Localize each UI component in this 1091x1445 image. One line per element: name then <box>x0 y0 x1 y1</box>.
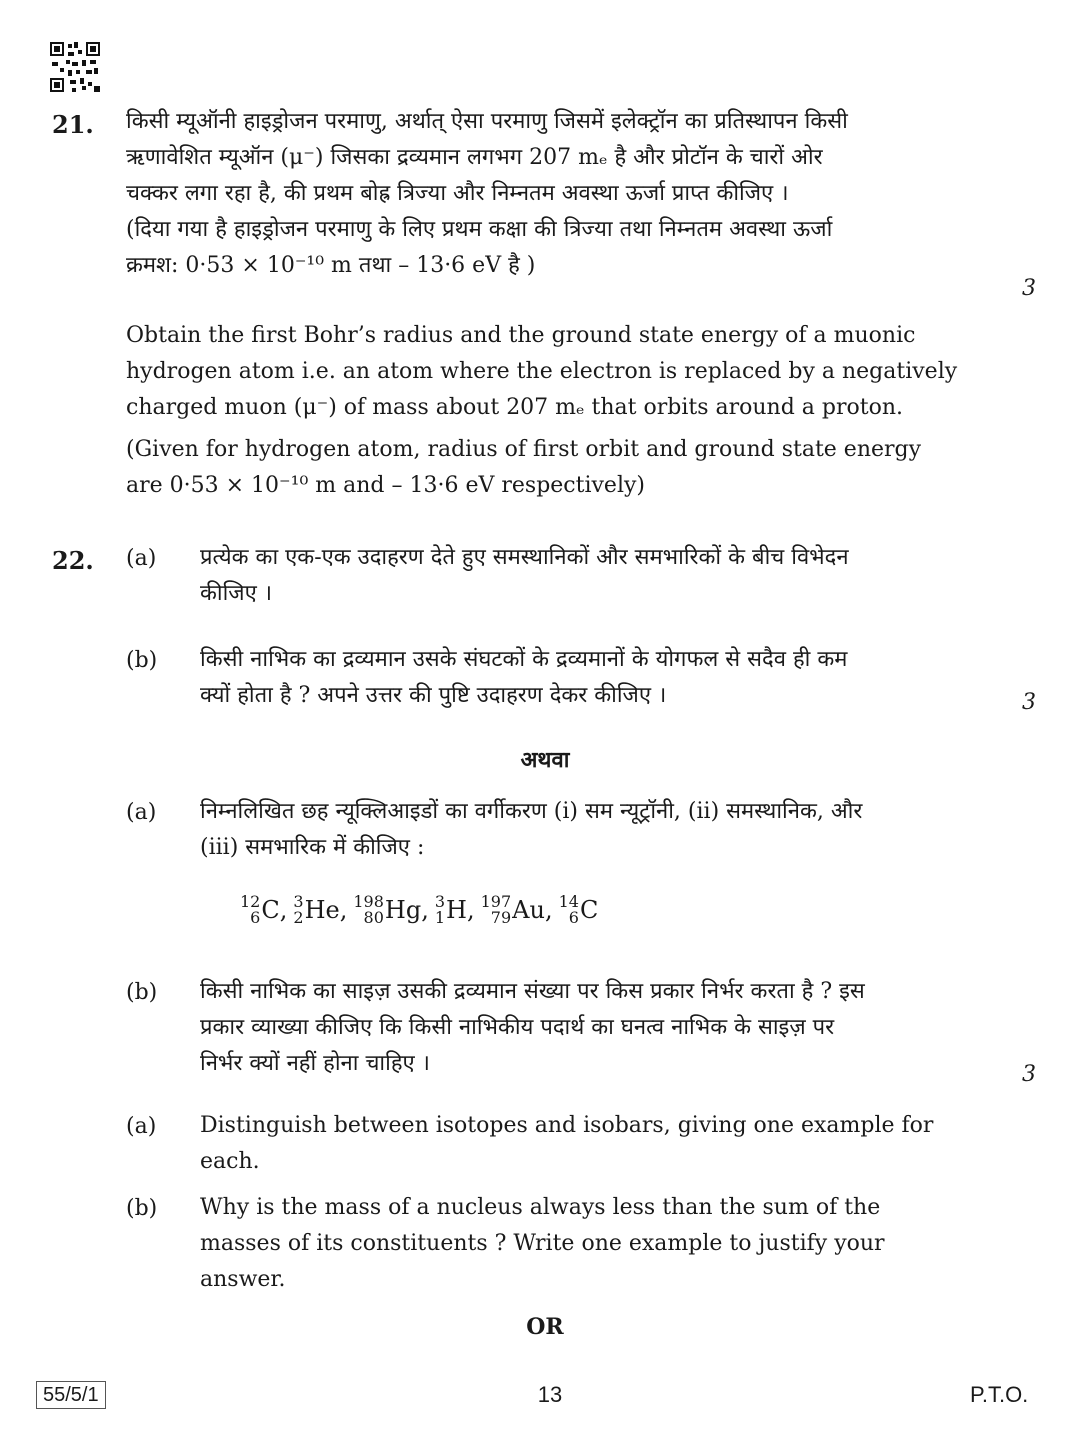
question-22a-english <box>200 1108 981 1180</box>
marks-q22-second: 3 <box>1022 1062 1036 1087</box>
page-number: 13 <box>537 1382 563 1407</box>
hindi-line: कीजिए । <box>200 581 273 606</box>
or-divider-hindi: अथवा <box>520 747 570 773</box>
english-line: Why is the mass of a nucleus always less than the sum of the <box>200 1195 881 1220</box>
english-line: are 0·53 × 10⁻¹⁰ m and – 13·6 eV respectively) <box>126 473 645 498</box>
part-a-label: (a) <box>126 546 157 571</box>
english-line: Obtain the first Bohr’s radius and the ground state energy of a muonic <box>126 323 916 348</box>
english-part-b-label: (b) <box>126 1196 158 1221</box>
english-line: charged muon (μ⁻) of mass about 207 mₑ that orbits around a proton. <box>126 395 904 420</box>
english-line: (Given for hydrogen atom, radius of first orbit and ground state energy <box>126 437 922 462</box>
hindi-line: ऋणावेशित म्यूऑन (μ⁻) जिसका द्रव्यमान लगभग 207 mₑ है और प्रोटॉन के चारों ओर <box>126 145 823 170</box>
part-b-label: (b) <box>126 648 158 673</box>
question-22b-hindi <box>200 642 981 714</box>
hindi-line: प्रत्येक का एक-एक उदाहरण देते हुए समस्थानिकों और समभारिकों के बीच विभेदन <box>200 545 849 570</box>
hindi-line: (दिया गया है हाइड्रोजन परमाणु के लिए प्रथम कक्षा की त्रिज्या तथा निम्नतम अवस्था ऊर्जा <box>126 217 833 242</box>
nuclide-list <box>240 894 604 926</box>
hindi-line: निर्भर क्यों नहीं होना चाहिए । <box>200 1051 430 1076</box>
english-part-a-label: (a) <box>126 1114 157 1139</box>
nuclide: 198 80 Hg , <box>353 892 429 927</box>
question-22b-english <box>200 1190 981 1298</box>
question-22-or-b-hindi <box>200 974 981 1082</box>
hindi-line: निम्नलिखित छह न्यूक्लिआइडों का वर्गीकरण (i) सम न्यूट्रॉनी, (ii) समस्थानिक, और <box>200 799 863 824</box>
or-part-a-label: (a) <box>126 800 157 825</box>
nuclide: 3 1 H , <box>434 892 475 927</box>
english-line: each. <box>200 1149 260 1174</box>
hindi-line: क्यों होता है ? अपने उत्तर की पुष्टि उदाहरण देकर कीजिए । <box>200 683 667 708</box>
nuclide: 14 6 C <box>558 892 599 927</box>
pto-label: P.T.O. <box>970 1382 1029 1407</box>
nuclide: 197 79 Au , <box>480 892 553 927</box>
hindi-line: किसी नाभिक का द्रव्यमान उसके संघटकों के द्रव्यमानों के योगफल से सदैव ही कम <box>200 647 848 672</box>
hindi-line: (iii) समभारिक में कीजिए : <box>200 835 425 860</box>
hindi-line: क्रमश: 0·53 × 10⁻¹⁰ m तथा – 13·6 eV है ) <box>126 253 536 278</box>
question-22a-hindi <box>200 540 981 612</box>
hindi-line: चक्कर लगा रहा है, की प्रथम बोह्र त्रिज्या और निम्नतम अवस्था ऊर्जा प्राप्त कीजिए । <box>126 181 789 206</box>
question-22-or-a-hindi <box>200 794 981 866</box>
or-divider-english: OR <box>526 1314 564 1340</box>
hindi-line: किसी म्यूऑनी हाइड्रोजन परमाणु, अर्थात् ऐसा परमाणु जिसमें इलेक्ट्रॉन का प्रतिस्थापन किसी <box>126 109 848 134</box>
nuclide: 3 2 He , <box>293 892 348 927</box>
hindi-line: किसी नाभिक का साइज़ उसकी द्रव्यमान संख्या पर किस प्रकार निर्भर करता है ? इस <box>200 979 865 1004</box>
question-21-hindi <box>126 104 981 284</box>
english-line: answer. <box>200 1267 286 1292</box>
english-line: hydrogen atom i.e. an atom where the electron is replaced by a negatively <box>126 359 958 384</box>
marks-q21: 3 <box>1022 276 1036 301</box>
question-number-22: 22. <box>52 546 94 575</box>
english-line: Distinguish between isotopes and isobars, giving one example for <box>200 1113 934 1138</box>
qr-code-icon <box>50 42 100 92</box>
question-21-english <box>126 318 981 504</box>
english-line: masses of its constituents ? Write one example to justify your <box>200 1231 885 1256</box>
question-number-21: 21. <box>52 110 94 139</box>
marks-q22-first: 3 <box>1022 690 1036 715</box>
hindi-line: प्रकार व्याख्या कीजिए कि किसी नाभिकीय पदार्थ का घनत्व नाभिक के साइज़ पर <box>200 1015 835 1040</box>
nuclide: 12 6 C , <box>240 892 288 927</box>
or-part-b-label: (b) <box>126 980 158 1005</box>
paper-code: 55/5/1 <box>36 1381 106 1409</box>
